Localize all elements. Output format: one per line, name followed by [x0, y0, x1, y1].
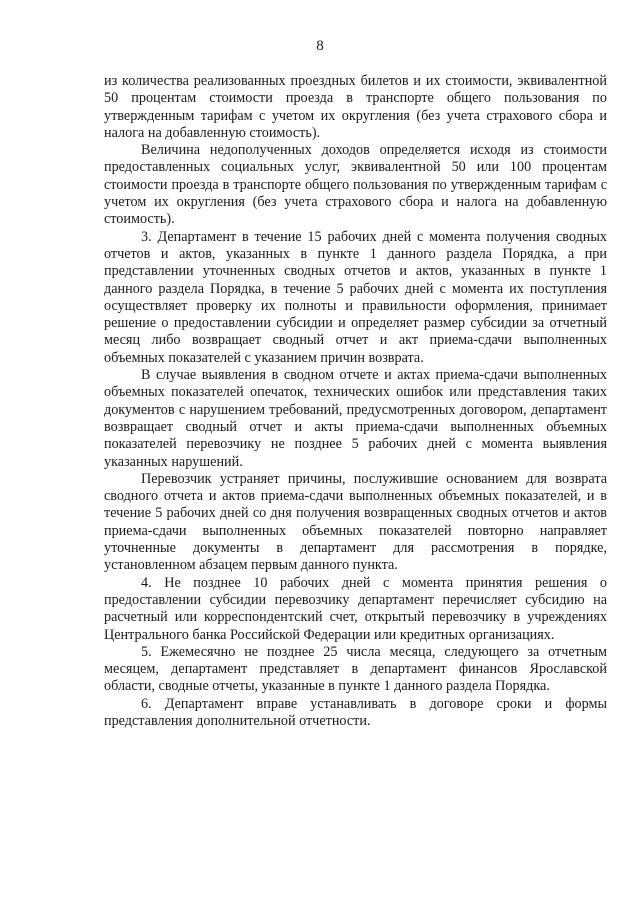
paragraph-7: 5. Ежемесячно не позднее 25 числа месяца, следующего за отчетным месяцем, департамент представляет в департамент финансов Ярославской области, сводные отчеты, указанные в пункте 1 данного раздела Порядка.	[104, 643, 607, 695]
page-number: 8	[316, 38, 324, 54]
paragraph-3: 3. Департамент в течение 15 рабочих дней с момента получения сводных отчетов и актов, указанных в пункте 1 данного раздела Порядка, а при представлении уточненных сводных отчетов и актов, указанных в пункте 1 данного раздела Порядка, в течение 5 рабочих дней с момента их поступления осуществляет проверку их полноты и правильности оформления, принимает решение о предоставлении субсидии и определяет размер субсидии за отчетный месяц либо возвращает сводный отчет и акт приема-сдачи выполненных объемных показателей с указанием причин возврата.	[104, 228, 607, 366]
paragraph-1: из количества реализованных проездных билетов и их стоимости, эквивалентной 50 процентам стоимости проезда в транспорте общего пользования по утвержденным тарифам с учетом их округления (без учета страхового сбора и налога на добавленную стоимость).	[104, 73, 607, 141]
paragraph-2: Величина недополученных доходов определяется исходя из стоимости предоставленных социальных услуг, эквивалентной 50 или 100 процентам стоимости проезда в транспорте общего пользования по утвержденным тарифам с учетом их округления (без учета страхового сбора и налога на добавленную стоимость).	[104, 142, 607, 228]
paragraph-8: 6. Департамент вправе устанавливать в договоре сроки и формы представления дополнительной отчетности.	[104, 695, 607, 729]
paragraph-5: Перевозчик устраняет причины, послужившие основанием для возврата сводного отчета и актов приема-сдачи выполненных объемных показателей, и в течение 5 рабочих дней со дня получения возвращенных сводных отчетов и актов приема-сдачи выполненных объемных показателей повторно направляет уточненные документы в департамент для рассмотрения в порядке, установленном абзацем первым данного пункта.	[104, 470, 607, 574]
paragraph-4: В случае выявления в сводном отчете и актах приема-сдачи выполненных объемных показателей опечаток, технических ошибок или представления таких документов с нарушением требований, предусмотренных договором, департамент возвращает сводный отчет и акты приема-сдачи выполненных объемных показателей перевозчику не позднее 5 рабочих дней с момента выявления указанных нарушений.	[104, 367, 607, 470]
paragraph-6: 4. Не позднее 10 рабочих дней с момента принятия решения о предоставлении субсидии перевозчику департамент перечисляет субсидию на расчетный или корреспондентский счет, открытый перевозчику в учреждениях Центрального банка Российской Федерации или кредитных организациях.	[104, 574, 607, 643]
document-body	[104, 73, 607, 730]
